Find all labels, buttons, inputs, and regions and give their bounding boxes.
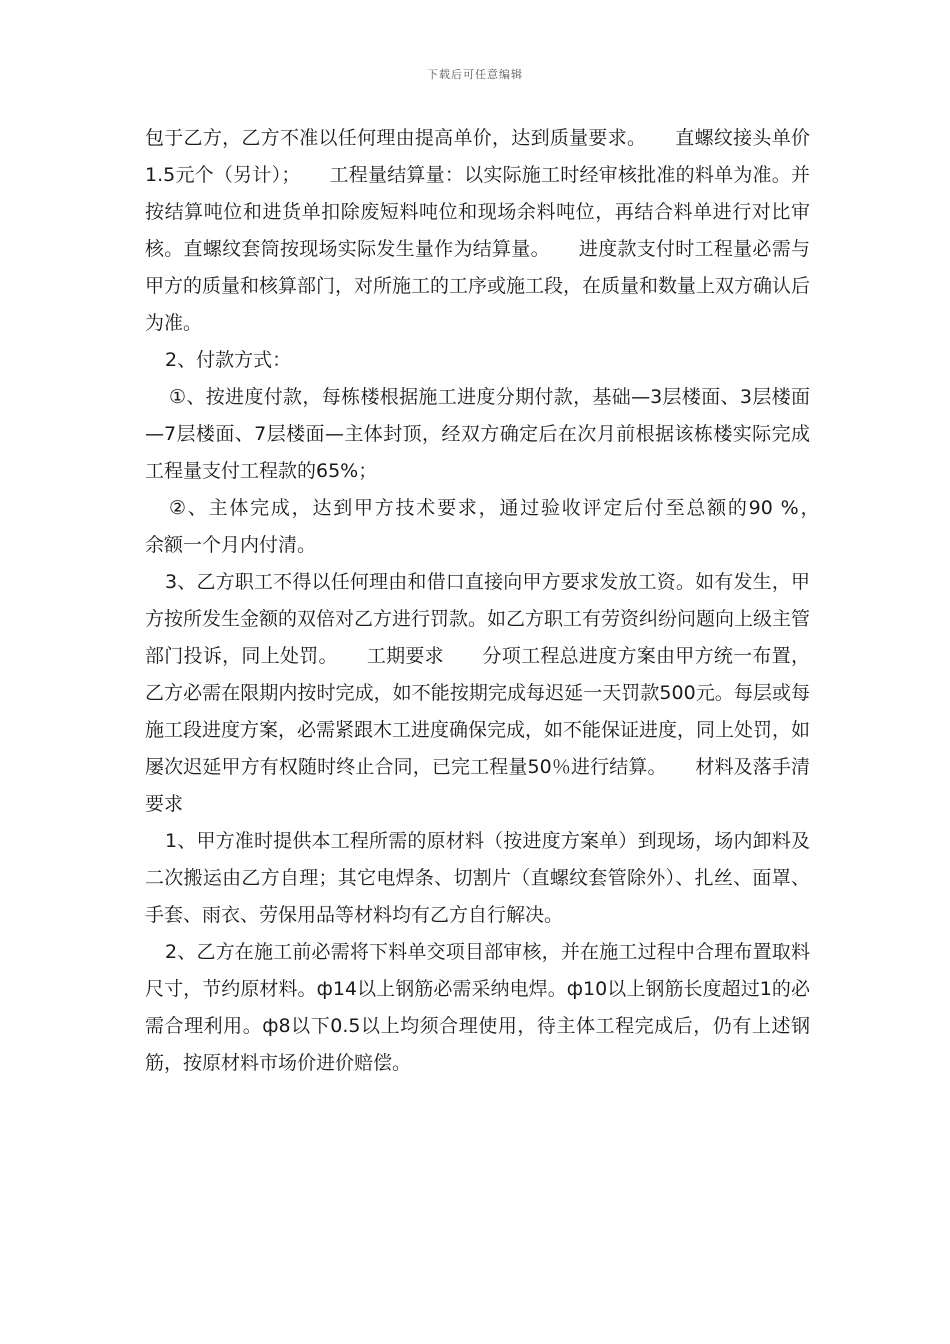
paragraph-payment-heading: 2、付款方式： [165,349,292,371]
paragraph-materials-supply: 1、甲方准时提供本工程所需的原材料（按进度方案单）到现场，场内卸料及二次搬运由乙方自理；其它电焊条、切割片（直螺纹套管除外）、扎丝、面罩、手套、雨衣、劳保用品等材料均有乙方自行解决。 [145,830,810,926]
paragraph-payment-progress: ①、按进度付款，每栋楼根据施工进度分期付款，基础—3层楼面、3层楼面—7层楼面、7层楼面—主体封顶，经双方确定后在次月前根据该栋楼实际完成工程量支付工程款的65%； [145,386,810,482]
paragraph-materials-usage: 2、乙方在施工前必需将下料单交项目部审核，并在施工过程中合理布置取料尺寸，节约原材料。ф14以上钢筋必需采纳电焊。ф10以上钢筋长度超过1的必需合理利用。ф8以下0.5以上均须合理使用，待主体工程完成后，仍有上述钢筋，按原材料市场价进价赔偿。 [145,941,810,1074]
document-body [145,120,849,1082]
paragraph-payment-completion: ②、主体完成，达到甲方技术要求，通过验收评定后付至总额的90 %， 余额一个月内付清。 [145,497,849,556]
paragraph-pricing: 包于乙方，乙方不准以任何理由提高单价，达到质量要求。 直螺纹接头单价1.5元个（另计）； 工程量结算量：以实际施工时经审核批准的料单为准。并按结算吨位和进货单扣除废短料吨位和现场余料吨位，再结合料单进行对比审核。直螺纹套筒按现场实际发生量作为结算量。 进度款支付时工程量必需与甲方的质量和核算部门，对所施工的工序或施工段，在质量和数量上双方确认后为准。 [145,127,811,334]
paragraph-wages-schedule: 3、乙方职工不得以任何理由和借口直接向甲方要求发放工资。如有发生，甲方按所发生金额的双倍对乙方进行罚款。如乙方职工有劳资纠纷问题向上级主管部门投诉，同上处罚。 工期要求 分项工程总进度方案由甲方统一布置，乙方必需在限期内按时完成，如不能按期完成每迟延一天罚款500元。每层或每施工段进度方案，必需紧跟木工进度确保完成，如不能保证进度，同上处罚，如屡次迟延甲方有权随时终止合同，已完工程量50％进行结算。 材料及落手清要求 [145,571,811,815]
page-header: 下载后可任意编辑 [427,68,523,81]
